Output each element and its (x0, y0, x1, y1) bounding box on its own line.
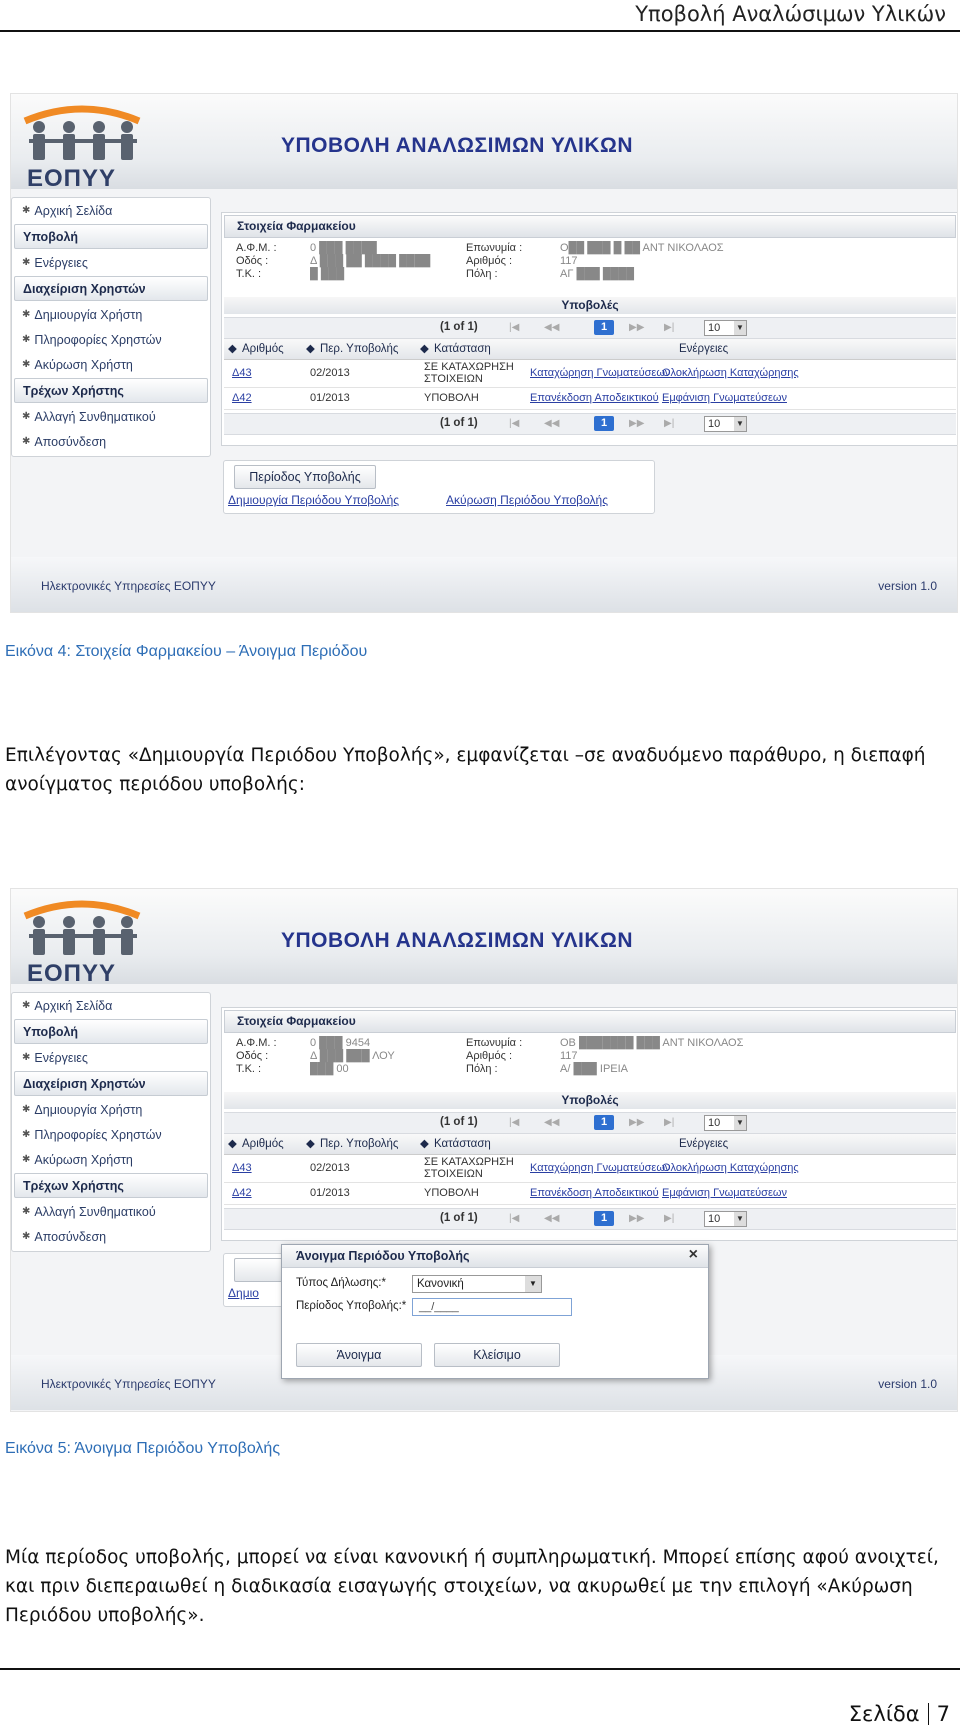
next-page-icon[interactable]: ▶▶ (629, 418, 645, 429)
gear-bullet-icon: ✱ (22, 334, 31, 345)
figure-5-caption: Εικόνα 5: Άνοιγμα Περιόδου Υποβολής (5, 1440, 281, 1457)
column-actions: Ενέργειες (679, 343, 729, 355)
sidebar-item-actions[interactable]: ✱ Ενέργειες (22, 1050, 88, 1065)
table-header (224, 339, 956, 360)
figure-4-caption: Εικόνα 4: Στοιχεία Φαρμακείου – Άνοιγμα Περιόδου (5, 643, 368, 660)
pharmacy-section-header: Στοιχεία Φαρμακείου (224, 1010, 956, 1033)
prev-page-icon[interactable]: ◀◀ (544, 1117, 560, 1128)
column-period[interactable]: Περ. Υποβολής (320, 343, 399, 355)
action-link[interactable]: Επανέκδοση Αποδεικτικού (530, 1187, 659, 1199)
app-title: ΥΠΟΒΟΛΗ ΑΝΑΛΩΣΙΜΩΝ ΥΛΙΚΩΝ (281, 929, 634, 952)
chevron-down-icon: ▼ (734, 321, 746, 335)
action-link[interactable]: Επανέκδοση Αποδεικτικού (530, 392, 659, 404)
prev-page-icon[interactable]: ◀◀ (544, 322, 560, 333)
gear-bullet-icon: ✱ (22, 1000, 31, 1011)
next-page-icon[interactable]: ▶▶ (629, 1117, 645, 1128)
sidebar-item-change-password[interactable]: ✱ Αλλαγή Συνθηματικού (22, 409, 156, 424)
prev-page-icon[interactable]: ◀◀ (544, 418, 560, 429)
action-link[interactable]: Καταχώρηση Γνωματεύσεων (530, 1162, 671, 1174)
gear-bullet-icon: ✱ (22, 257, 31, 268)
left-values: 0 ███ ████ Δ ███ ██ ████ ████ █ ███ (310, 242, 431, 280)
paragraph-1: Επιλέγοντας «Δημιουργία Περιόδου Υποβολής», εμφανίζεται –σε αναδυόμενο παράθυρο, η διεπαφή ανοίγματος περιόδου υποβολής: (5, 745, 926, 795)
submission-number-link[interactable]: Δ43 (232, 367, 252, 379)
page-size-select[interactable]: 10 ▼ (704, 320, 747, 336)
period-input[interactable]: __/____ (412, 1298, 572, 1316)
first-page-icon[interactable]: |◀ (509, 1213, 520, 1224)
sidebar-item-logout[interactable]: ✱ Αποσύνδεση (22, 434, 107, 449)
open-period-dialog (281, 1244, 709, 1379)
gear-bullet-icon: ✱ (22, 1104, 31, 1115)
gear-bullet-icon: ✱ (22, 436, 31, 447)
right-values: ΟΒ ███████ ███ ΑΝΤ ΝΙΚΟΛΑΟΣ 117 Α/ ███ ΙΡΕΙΑ (560, 1037, 744, 1075)
gear-bullet-icon: ✱ (22, 1052, 31, 1063)
chevron-down-icon: ▼ (734, 1116, 746, 1130)
dialog-title: Άνοιγμα Περιόδου Υποβολής (282, 1245, 708, 1268)
sidebar-item-home[interactable]: ✱ Αρχική Σελίδα (22, 998, 113, 1013)
sidebar-section-current-user[interactable]: Τρέχων Χρήστης (14, 378, 208, 403)
close-button[interactable]: Κλείσιμο (434, 1343, 560, 1367)
version-text: version 1.0 (878, 1377, 937, 1391)
pager-info: (1 of 1) (440, 1212, 478, 1224)
submission-number-link[interactable]: Δ42 (232, 392, 252, 404)
page-number-button[interactable]: 1 (594, 416, 614, 431)
table-row: Δ43 02/2013 ΣΕ ΚΑΤΑΧΩΡΗΣΗ ΣΤΟΙΧΕΙΩΝ Καταχώρηση Γνωματεύσεων Ολοκλήρωση Καταχώρησης (224, 361, 956, 388)
sort-icon[interactable]: ◆ (306, 343, 315, 355)
action-link[interactable]: Καταχώρηση Γνωματεύσεων (530, 367, 671, 379)
logo-text: ΕΟΠΥΥ (27, 960, 117, 987)
left-labels: Α.Φ.Μ. : Οδός : Τ.Κ. : (236, 1037, 277, 1075)
column-status[interactable]: Κατάσταση (434, 343, 491, 355)
app-banner (11, 94, 957, 192)
table-row: Δ42 01/2013 ΥΠΟΒΟΛΗ Επανέκδοση Αποδεικτικού Εμφάνιση Γνωματεύσεων (224, 1184, 956, 1205)
column-period[interactable]: Περ. Υποβολής (320, 1138, 399, 1150)
left-labels: Α.Φ.Μ. : Οδός : Τ.Κ. : (236, 242, 277, 280)
right-labels: Επωνυμία : Αριθμός : Πόλη : (466, 1037, 523, 1075)
footer-text: Ηλεκτρονικές Υπηρεσίες ΕΟΠΥΥ (41, 579, 216, 593)
sort-icon[interactable]: ◆ (228, 343, 237, 355)
table-row: Δ43 02/2013 ΣΕ ΚΑΤΑΧΩΡΗΣΗ ΣΤΟΙΧΕΙΩΝ Καταχώρηση Γνωματεύσεων Ολοκλήρωση Καταχώρησης (224, 1156, 956, 1183)
chevron-down-icon: ▼ (525, 1276, 541, 1292)
period-label: Περίοδος Υποβολής:* (296, 1300, 407, 1312)
pager-top (224, 1112, 956, 1134)
pager-info: (1 of 1) (440, 1116, 478, 1128)
gear-bullet-icon: ✱ (22, 359, 31, 370)
sidebar-item-create-user[interactable]: ✱ Δημιουργία Χρήστη (22, 1102, 143, 1117)
gear-bullet-icon: ✱ (22, 1154, 31, 1165)
page-number-button[interactable]: 1 (594, 1211, 614, 1226)
sidebar-section-user-management[interactable]: Διαχείριση Χρηστών (14, 276, 208, 301)
page-size-select[interactable]: 10 ▼ (704, 416, 747, 432)
column-status[interactable]: Κατάσταση (434, 1138, 491, 1150)
first-page-icon[interactable]: |◀ (509, 322, 520, 333)
gear-bullet-icon: ✱ (22, 1231, 31, 1242)
column-number[interactable]: Αριθμός (242, 343, 284, 355)
pharmacy-section-header: Στοιχεία Φαρμακείου (224, 215, 956, 238)
pager-info: (1 of 1) (440, 321, 478, 333)
sidebar-item-logout[interactable]: ✱ Αποσύνδεση (22, 1229, 107, 1244)
submissions-header: Υποβολές (224, 297, 956, 314)
period-tab-button[interactable]: Περίοδος Υποβολής (234, 465, 376, 489)
document-header-title: Υποβολή Αναλώσιμων Υλικών (635, 2, 946, 26)
gear-bullet-icon: ✱ (22, 1206, 31, 1217)
gear-bullet-icon: ✱ (22, 411, 31, 422)
gear-bullet-icon: ✱ (22, 309, 31, 320)
action-link[interactable]: Ολοκλήρωση Καταχώρησης (662, 1162, 799, 1174)
figure-4-screenshot (10, 93, 958, 613)
sidebar-item-user-info[interactable]: ✱ Πληροφορίες Χρηστών (22, 1127, 162, 1142)
sort-icon[interactable]: ◆ (420, 343, 429, 355)
declaration-type-label: Τύπος Δήλωσης:* (296, 1277, 386, 1289)
right-labels: Επωνυμία : Αριθμός : Πόλη : (466, 242, 523, 280)
left-values: 0 ███ 9454 Δ ███ ███ ΛΟΥ ███ 00 (310, 1037, 395, 1075)
sidebar-section-submission[interactable]: Υποβολή (14, 224, 208, 249)
sidebar-item-cancel-user[interactable]: ✱ Ακύρωση Χρήστη (22, 1152, 133, 1167)
sidebar-item-cancel-user[interactable]: ✱ Ακύρωση Χρήστη (22, 357, 133, 372)
header-rule (0, 30, 960, 32)
pharmacy-panel (221, 1007, 958, 1241)
column-number[interactable]: Αριθμός (242, 1138, 284, 1150)
pharmacy-panel (221, 212, 958, 446)
period-panel (223, 460, 655, 514)
page-number-button[interactable]: 1 (594, 320, 614, 335)
create-period-link[interactable]: Δημιουργία Περιόδου Υποβολής (228, 493, 400, 507)
sidebar-nav (11, 197, 211, 457)
figure-5-screenshot (10, 888, 958, 1412)
submission-number-link[interactable]: Δ43 (232, 1162, 252, 1174)
prev-page-icon[interactable]: ◀◀ (544, 1213, 560, 1224)
sidebar-item-user-info[interactable]: ✱ Πληροφορίες Χρηστών (22, 332, 162, 347)
gear-bullet-icon: ✱ (22, 1129, 31, 1140)
pager-top (224, 317, 956, 339)
next-page-icon[interactable]: ▶▶ (629, 322, 645, 333)
action-link[interactable]: Εμφάνιση Γνωματεύσεων (662, 392, 787, 404)
footer-text: Ηλεκτρονικές Υπηρεσίες ΕΟΠΥΥ (41, 1377, 216, 1391)
sort-icon[interactable]: ◆ (306, 1138, 315, 1150)
pager-bottom (224, 413, 956, 435)
page-number-button[interactable]: 1 (594, 1115, 614, 1130)
action-link[interactable]: Εμφάνιση Γνωματεύσεων (662, 1187, 787, 1199)
app-banner (11, 889, 957, 987)
table-row: Δ42 01/2013 ΥΠΟΒΟΛΗ Επανέκδοση Αποδεικτικού Εμφάνιση Γνωματεύσεων (224, 389, 956, 410)
chevron-down-icon: ▼ (734, 1212, 746, 1226)
app-footer (11, 557, 957, 612)
table-header (224, 1134, 956, 1155)
app-title: ΥΠΟΒΟΛΗ ΑΝΑΛΩΣΙΜΩΝ ΥΛΙΚΩΝ (281, 134, 634, 157)
pager-bottom (224, 1208, 956, 1230)
first-page-icon[interactable]: |◀ (509, 1117, 520, 1128)
pager-info: (1 of 1) (440, 417, 478, 429)
column-actions: Ενέργειες (679, 1138, 729, 1150)
sidebar-nav (11, 992, 211, 1252)
sidebar-section-user-management[interactable]: Διαχείριση Χρηστών (14, 1071, 208, 1096)
gear-bullet-icon: ✱ (22, 205, 31, 216)
eopyy-logo (17, 894, 147, 987)
sort-icon[interactable]: ◆ (420, 1138, 429, 1150)
sidebar-section-current-user[interactable]: Τρέχων Χρήστης (14, 1173, 208, 1198)
first-page-icon[interactable]: |◀ (509, 418, 520, 429)
page-size-select[interactable]: 10 ▼ (704, 1115, 747, 1131)
page-number: Σελίδα 7 (848, 1702, 950, 1726)
last-page-icon[interactable]: ▶| (664, 1117, 675, 1128)
logo-text: ΕΟΠΥΥ (27, 165, 117, 192)
footer-rule (0, 1668, 960, 1670)
sidebar-item-actions[interactable]: ✱ Ενέργειες (22, 255, 88, 270)
sort-icon[interactable]: ◆ (228, 1138, 237, 1150)
last-page-icon[interactable]: ▶| (664, 1213, 675, 1224)
action-link[interactable]: Ολοκλήρωση Καταχώρησης (662, 367, 799, 379)
chevron-down-icon: ▼ (734, 417, 746, 431)
sidebar-item-change-password[interactable]: ✱ Αλλαγή Συνθηματικού (22, 1204, 156, 1219)
paragraph-2: Μία περίοδος υποβολής, μπορεί να είναι κανονική ή συμπληρωματική. Μπορεί επίσης αφού ανοιχτεί, και πριν διεπεραιωθεί η διαδικασία εισαγωγής στοιχείων, να ακυρωθεί με την επιλογή «Ακύρωση Περιόδου υποβολής». (5, 1547, 939, 1626)
eopyy-logo (17, 99, 147, 192)
open-button[interactable]: Άνοιγμα (296, 1343, 422, 1367)
version-text: version 1.0 (878, 579, 937, 593)
sidebar-section-submission[interactable]: Υποβολή (14, 1019, 208, 1044)
sidebar-item-create-user[interactable]: ✱ Δημιουργία Χρήστη (22, 307, 143, 322)
create-period-link[interactable]: Δημιο (228, 1286, 259, 1300)
next-page-icon[interactable]: ▶▶ (629, 1213, 645, 1224)
last-page-icon[interactable]: ▶| (664, 322, 675, 333)
last-page-icon[interactable]: ▶| (664, 418, 675, 429)
submissions-header: Υποβολές (224, 1092, 956, 1109)
declaration-type-select[interactable]: Κανονική ▼ (412, 1275, 542, 1293)
close-icon[interactable]: × (688, 1246, 698, 1263)
submission-number-link[interactable]: Δ42 (232, 1187, 252, 1199)
page-size-select[interactable]: 10 ▼ (704, 1211, 747, 1227)
sidebar-item-home[interactable]: ✱ Αρχική Σελίδα (22, 203, 113, 218)
cancel-period-link[interactable]: Ακύρωση Περιόδου Υποβολής (446, 493, 608, 507)
right-values: Ο██ ███ █ ██ ΑΝΤ ΝΙΚΟΛΑΟΣ 117 ΑΓ ███ ████ (560, 242, 724, 280)
